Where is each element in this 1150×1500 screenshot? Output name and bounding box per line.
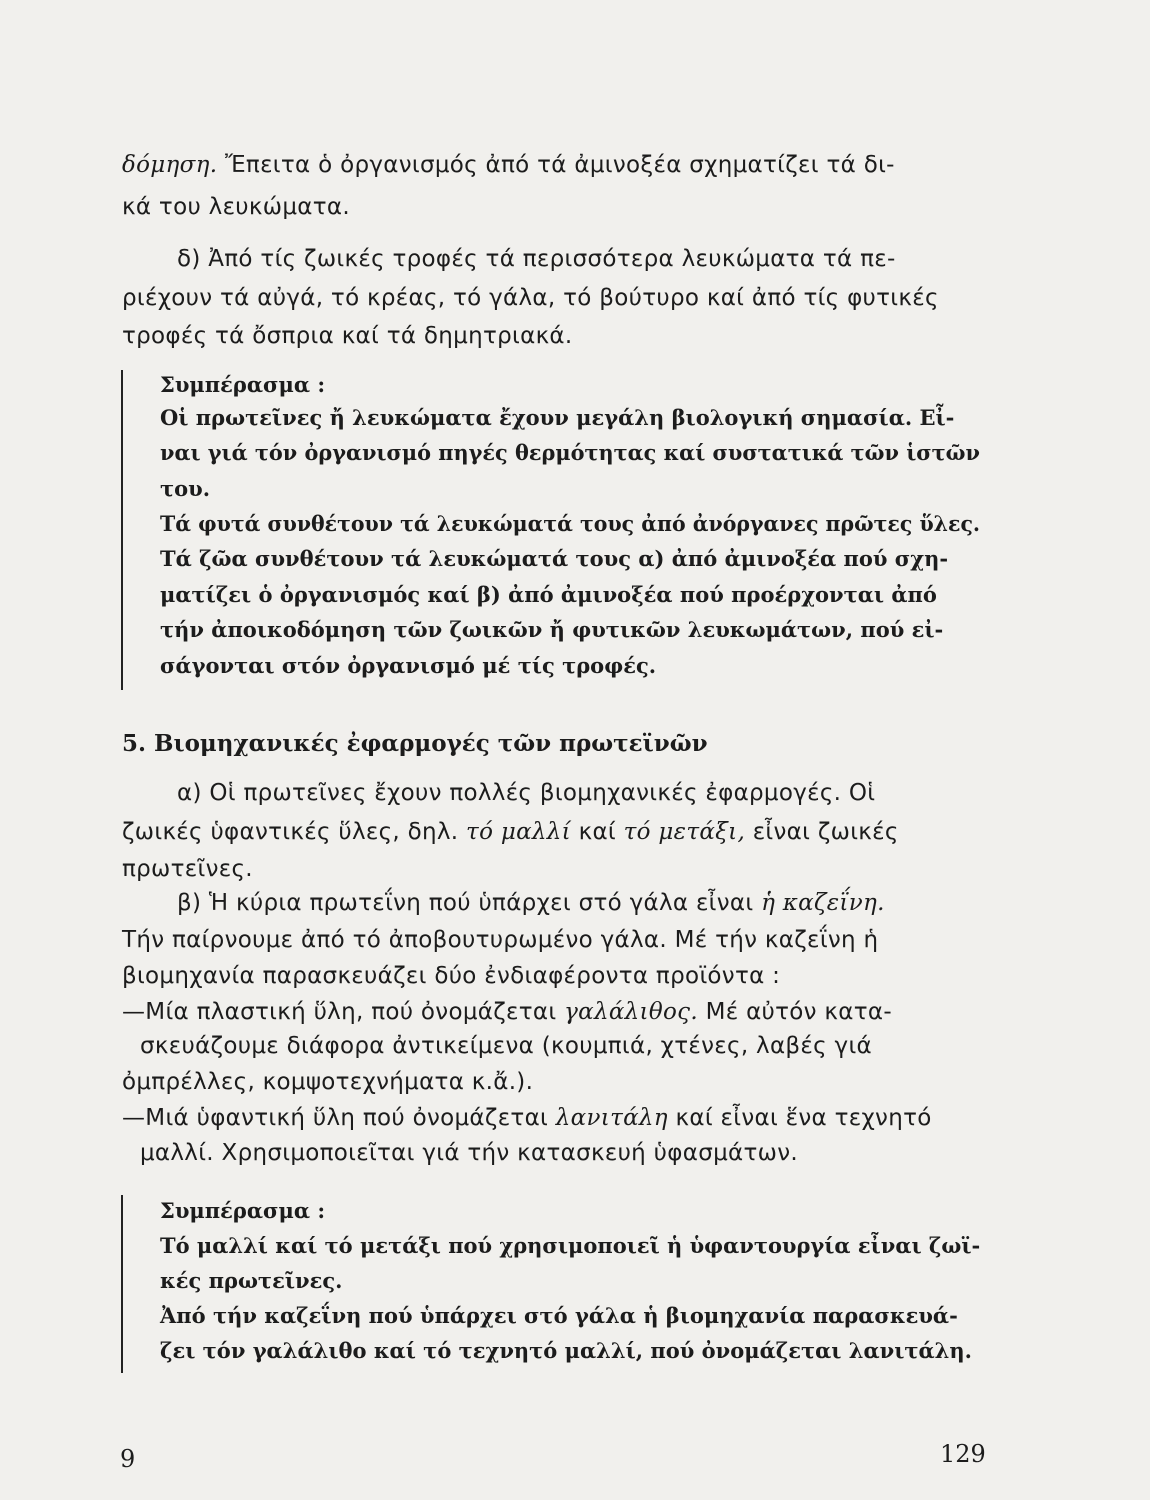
italic-term: ἡ καζεΐνη. [761, 890, 885, 916]
conclusion-line: ναι γιά τόν ὀργανισμό πηγές θερμότητας καί συστατικά τῶν ἱστῶν [160, 440, 980, 465]
text-line: πρωτεῖνες. [122, 856, 253, 882]
conclusion-line: του. [160, 476, 211, 501]
italic-term: λανιτάλη [555, 1105, 668, 1131]
text-segment: β) Ἡ κύρια πρωτεΐνη πού ὑπάρχει στό γάλα εἶναι [177, 890, 754, 916]
conclusion-line: ζει τόν γαλάλιθο καί τό τεχνητό μαλλί, πού ὀνομάζεται λανιτάλη. [160, 1338, 972, 1363]
text-line: α) Οἱ πρωτεῖνες ἔχουν πολλές βιομηχανικές ἐφαρμογές. Οἱ [177, 780, 876, 806]
text-segment: εἶναι ζωικές [752, 819, 899, 845]
text-segment: καί εἶναι ἕνα τεχνητό [675, 1105, 932, 1131]
conclusion-line: Τό μαλλί καί τό μετάξι πού χρησιμοποιεῖ ἡ ὑφαντουργία εἶναι ζωϊ- [160, 1233, 981, 1258]
text-line: τροφές τά ὄσπρια καί τά δημητριακά. [122, 323, 573, 349]
italic-term: τό μετάξι, [623, 819, 746, 845]
text-line: μαλλί. Χρησιμοποιεῖται γιά τήν κατασκευή ὑφασμάτων. [140, 1140, 798, 1166]
text-line [122, 819, 899, 845]
conclusion-rule [121, 370, 123, 690]
conclusion-line: Τά ζῶα συνθέτουν τά λευκώματά τους α) ἀπό ἀμινοξέα πού σχη- [160, 546, 949, 571]
text-line: σκευάζουμε διάφορα ἀντικείμενα (κουμπιά, χτένες, λαβές γιά [140, 1033, 872, 1059]
conclusion-line: τήν ἀποικοδόμηση τῶν ζωικῶν ἤ φυτικῶν λευκωμάτων, πού εἰ- [160, 617, 944, 642]
conclusion-rule [121, 1195, 123, 1373]
text-segment: καί [578, 819, 617, 845]
signature-mark: 9 [120, 1445, 136, 1473]
text-line: ριέχουν τά αὐγά, τό κρέας, τό γάλα, τό βούτυρο καί ἀπό τίς φυτικές [122, 285, 939, 311]
text-segment: ζωικές ὑφαντικές ὕλες, δηλ. [122, 819, 459, 845]
conclusion-line: ματίζει ὁ ὀργανισμός καί β) ἀπό ἀμινοξέα πού προέρχονται ἀπό [160, 582, 937, 607]
conclusion-title: Συμπέρασμα : [160, 1198, 326, 1223]
conclusion-title: Συμπέρασμα : [160, 372, 326, 397]
text-line: δ) Ἀπό τίς ζωικές τροφές τά περισσότερα λευκώματα τά πε- [177, 246, 896, 272]
conclusion-line: Τά φυτά συνθέτουν τά λευκώματά τους ἀπό ἀνόργανες πρῶτες ὕλες. [160, 511, 981, 536]
text-segment: Μέ αὐτόν κατα- [705, 999, 892, 1025]
conclusion-line: σάγονται στόν ὀργανισμό μέ τίς τροφές. [160, 653, 657, 678]
text-line: βιομηχανία παρασκευάζει δύο ἐνδιαφέροντα προϊόντα : [122, 963, 781, 989]
text-line [122, 1105, 932, 1131]
italic-term: γαλάλιθος. [564, 999, 698, 1025]
conclusion-line: κές πρωτεῖνες. [160, 1268, 343, 1293]
page-number: 129 [940, 1440, 986, 1468]
conclusion-line: Οἱ πρωτεῖνες ἤ λευκώματα ἔχουν μεγάλη βιολογική σημασία. Εἶ- [160, 405, 955, 430]
section-heading: 5. Βιομηχανικές ἐφαρμογές τῶν πρωτεϊνῶν [122, 730, 708, 757]
italic-term: δόμηση. [122, 152, 218, 178]
text-line: Ἔπειτα ὁ ὀργανισμός ἀπό τά ἀμινοξέα σχηματίζει τά δι- [224, 152, 895, 178]
text-line: Τήν παίρνουμε ἀπό τό ἀποβουτυρωμένο γάλα. Μέ τήν καζεΐνη ἡ [122, 927, 879, 953]
text-segment: —Μία πλαστική ὕλη, πού ὀνομάζεται [122, 999, 557, 1025]
italic-term: τό μαλλί [466, 819, 571, 845]
text-line [177, 890, 885, 916]
text-line: ὀμπρέλλες, κομψοτεχνήματα κ.ἄ.). [122, 1069, 534, 1095]
conclusion-line: Ἀπό τήν καζεΐνη πού ὑπάρχει στό γάλα ἡ βιομηχανία παρασκευά- [160, 1303, 958, 1328]
paragraph-continuation [122, 152, 895, 178]
text-line [122, 999, 892, 1025]
text-segment: —Μιά ὑφαντική ὕλη πού ὀνομάζεται [122, 1105, 549, 1131]
text-line: κά του λευκώματα. [122, 194, 350, 220]
